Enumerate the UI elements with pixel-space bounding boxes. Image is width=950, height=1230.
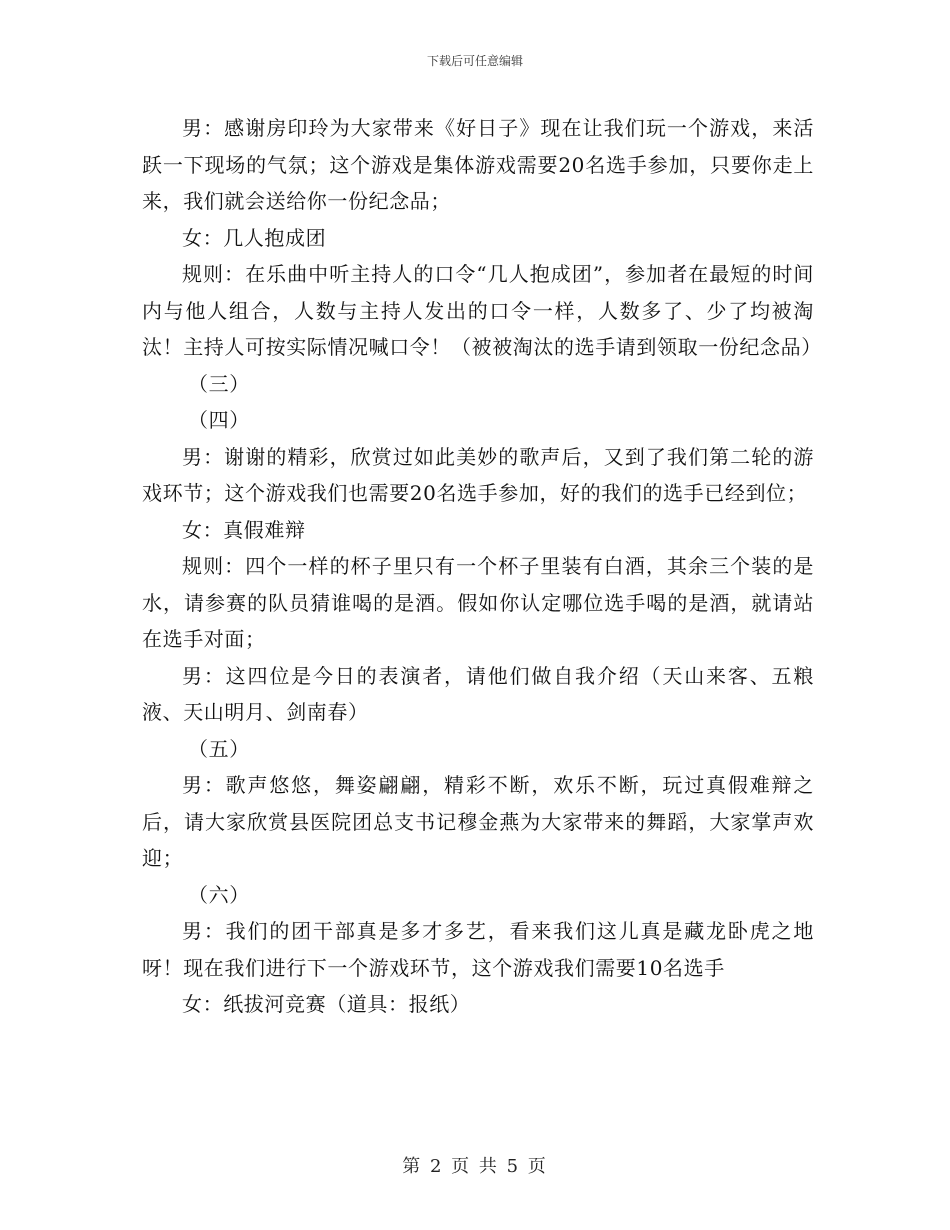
paragraph: 女：几人抱成团 <box>182 225 327 250</box>
paragraph: 男：歌声悠悠，舞姿翩翩，精彩不断，欢乐不断，玩过真假难辩之后，请大家欣赏县医院团总支书记穆金燕为大家带来的舞蹈，大家掌声欢迎； <box>142 773 814 870</box>
paragraph: 女：纸拔河竞赛（道具：报纸） <box>182 992 471 1016</box>
paragraph: 男：感谢房印玲为大家带来《好日子》现在让我们玩一个游戏，来活跃一下现场的气氛；这个游戏是集体游戏需要20名选手参加，只要你走上来，我们就会送给你一份纪念品； <box>142 116 814 213</box>
section-marker: （三） <box>188 371 250 396</box>
paragraph: 规则：四个一样的杯子里只有一个杯子里装有白酒，其余三个装的是水，请参赛的队员猜谁喝的是酒。假如你认定哪位选手喝的是酒，就请站在选手对面； <box>142 554 814 651</box>
page-footer: 第 2 页 共 5 页 <box>402 1156 548 1177</box>
section-marker: （五） <box>188 736 250 761</box>
section-marker: （六） <box>188 882 250 907</box>
paragraph: 女：真假难辩 <box>182 517 306 542</box>
section-marker: （四） <box>188 408 250 432</box>
page-header: 下载后可任意编辑 <box>426 54 523 68</box>
paragraph: 男：这四位是今日的表演者，请他们做自我介绍（天山来客、五粮液、天山明月、剑南春） <box>142 663 814 724</box>
paragraph: 规则：在乐曲中听主持人的口令“几人抱成团”，参加者在最短的时间内与他人组合，人数与主持人发出的口令一样，人数多了、少了均被淘汰！主持人可按实际情况喊口令！（被被淘汰的选手请到领取一份纪念品） <box>142 262 822 359</box>
document-body <box>142 110 822 1023</box>
paragraph: 男：我们的团干部真是多才多艺，看来我们这儿真是藏龙卧虎之地呀！现在我们进行下一个游戏环节，这个游戏我们需要10名选手 <box>142 919 814 980</box>
paragraph: 男：谢谢的精彩，欣赏过如此美妙的歌声后，又到了我们第二轮的游戏环节；这个游戏我们也需要20名选手参加，好的我们的选手已经到位； <box>142 444 814 505</box>
